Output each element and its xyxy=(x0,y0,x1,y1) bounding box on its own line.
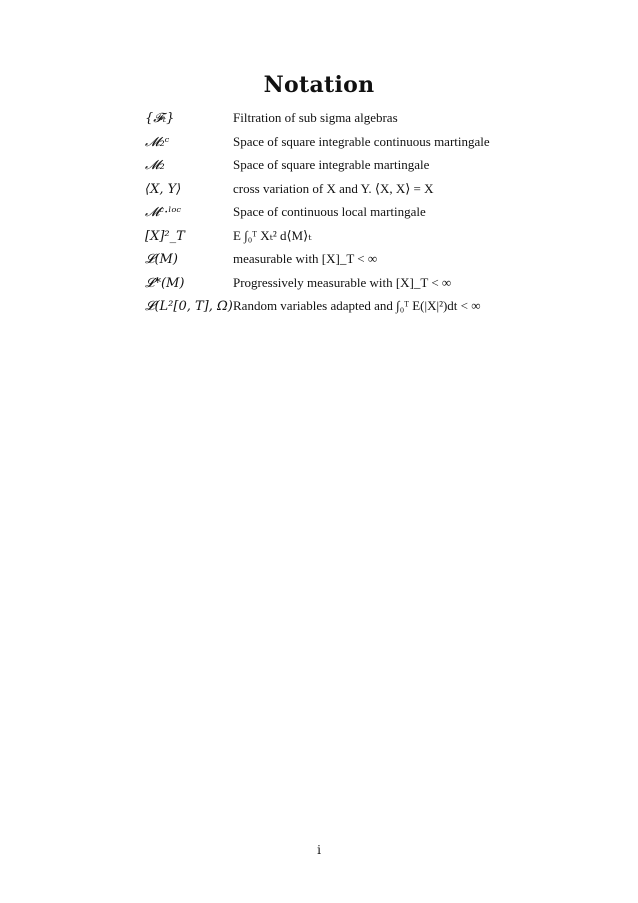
notation-symbol: 𝓛(M) xyxy=(145,252,178,267)
notation-row xyxy=(145,275,490,299)
notation-table xyxy=(145,110,490,322)
notation-description: Space of continuous local martingale xyxy=(233,204,426,219)
notation-row xyxy=(145,228,490,252)
notation-row xyxy=(145,110,490,134)
notation-symbol: 𝓜₂ xyxy=(145,158,165,173)
notation-symbol: 𝓜₂ᶜ xyxy=(145,134,170,150)
notation-description: Progressively measurable with [X]_T < ∞ xyxy=(233,274,452,290)
notation-row xyxy=(145,134,490,158)
notation-row xyxy=(145,204,490,228)
notation-description: Space of square integrable continuous martingale xyxy=(233,133,490,149)
notation-row xyxy=(145,181,490,205)
page-number: i xyxy=(317,843,321,857)
notation-symbol: 𝓛*(M) xyxy=(145,275,185,291)
notation-description: E ∫₀ᵀ Xₜ² d⟨M⟩ₜ xyxy=(233,227,312,243)
notation-symbol: 𝓛(L²[0, T], Ω) xyxy=(145,299,233,314)
notation-symbol: {𝓕ₜ} xyxy=(145,111,175,126)
notation-description: Random variables adapted and ∫₀ᵀ E(|X|²)dt < ∞ xyxy=(233,298,481,313)
notation-symbol: [X]²_T xyxy=(145,228,185,244)
notation-description: measurable with [X]_T < ∞ xyxy=(233,251,378,266)
notation-row xyxy=(145,157,490,181)
notation-description: Filtration of sub sigma algebras xyxy=(233,110,398,125)
notation-row xyxy=(145,251,490,275)
page-title: Notation xyxy=(263,72,375,98)
notation-symbol: ⟨X, Y⟩ xyxy=(145,181,182,197)
notation-symbol: 𝓜ᶜ·ˡᵒᶜ xyxy=(145,205,182,220)
notation-description: cross variation of X and Y. ⟨X, X⟩ = X xyxy=(233,180,434,196)
notation-row xyxy=(145,298,490,322)
notation-description: Space of square integrable martingale xyxy=(233,157,430,172)
